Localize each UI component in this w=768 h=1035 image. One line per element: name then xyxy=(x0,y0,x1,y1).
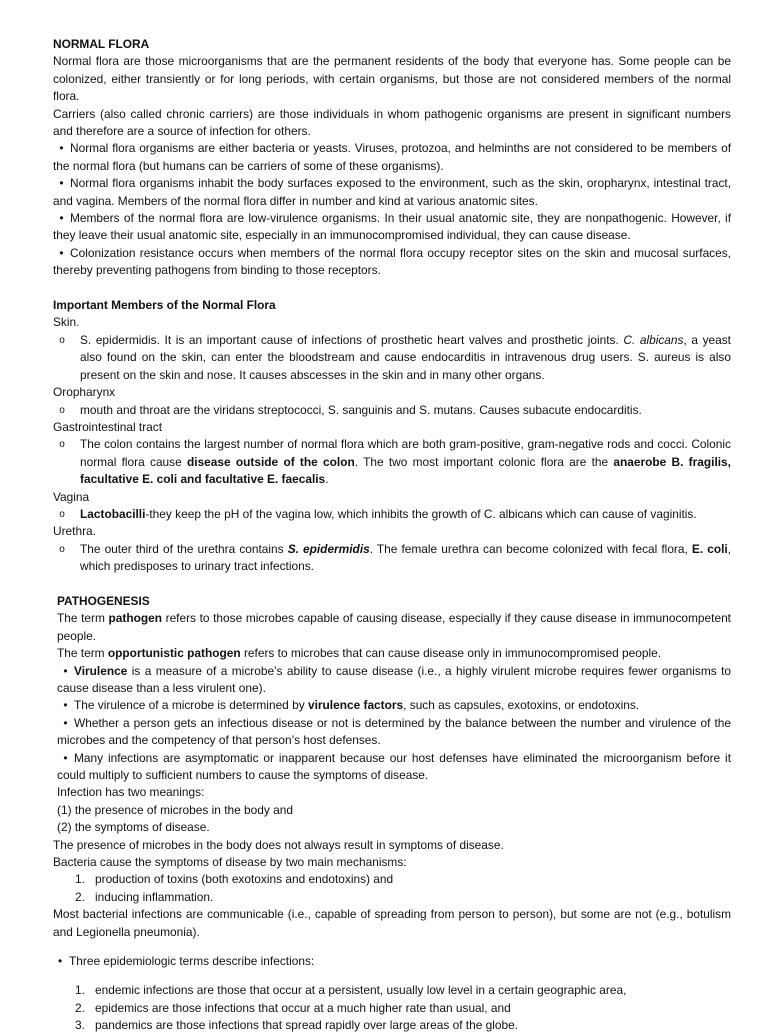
bullet-item: • The virulence of a microbe is determined by virulence factors, such as capsules, exotoxins, or endotoxins. xyxy=(63,698,640,713)
urethra-list xyxy=(53,541,731,576)
carriers-paragraph: Carriers (also called chronic carriers) are those individuals in whom pathogenic organisms are present in significant numbers and therefore are a source of infection for others. xyxy=(53,106,731,139)
list-item: o mouth and throat are the viridans streptococci, S. sanguinis and S. mutans. Causes subacute endocarditis. xyxy=(53,402,731,419)
mechanisms-list xyxy=(53,871,731,906)
gi-list xyxy=(53,436,731,488)
vagina-list xyxy=(53,506,731,523)
bullet-item: • Three epidemiologic terms describe infections: xyxy=(58,953,315,968)
normal-flora-heading: NORMAL FLORA xyxy=(53,37,150,51)
list-item: o The colon contains the largest number of normal flora which are both gram-positive, gram-negative rods and cocci. Colonic normal flora cause disease outside of the colon. The two most important colonic flora are the anaerobe B. fragilis, facultative E. coli and facultative E. faecalis. xyxy=(53,436,731,488)
pathogen-definition: The term pathogen refers to those microbes capable of causing disease, especially if they cause disease in immunocompetent people. xyxy=(57,611,731,643)
bullet-item: • Members of the normal flora are low-virulence organisms. In their usual anatomic site, they are nonpathogenic. However, if they leave their usual anatomic site, especially in an immunocompromised individual, they can cause disease. xyxy=(53,211,731,243)
bullet-item: • Colonization resistance occurs when members of the normal flora occupy receptor sites on the skin and mucosal surfaces, thereby preventing pathogens from binding to those receptors. xyxy=(53,245,731,278)
spacer xyxy=(53,280,731,297)
text-line: Bacteria cause the symptoms of disease by two main mechanisms: xyxy=(53,855,407,870)
important-members-heading: Important Members of the Normal Flora xyxy=(53,298,276,313)
skin-list xyxy=(53,332,731,384)
oropharynx-list xyxy=(53,402,731,419)
pathogenesis-heading: PATHOGENESIS xyxy=(57,593,150,608)
list-item: 1. production of toxins (both exotoxins and endotoxins) and xyxy=(75,872,394,887)
text-line: Infection has two meanings: xyxy=(57,785,205,800)
spacer xyxy=(53,576,731,593)
circle-bullet-icon: o xyxy=(59,334,65,346)
circle-bullet-icon: o xyxy=(59,404,65,416)
site-label-urethra: Urethra. xyxy=(53,524,96,539)
list-item: 2. epidemics are those infections that occur at a much higher rate than usual, and xyxy=(75,1000,511,1015)
text-line: Most bacterial infections are communicable (i.e., capable of spreading from person to person), but some are not (e.g., botulism and Legionella pneumonia). xyxy=(53,907,731,939)
site-label-skin: Skin. xyxy=(53,315,80,330)
text-line: (1) the presence of microbes in the body and xyxy=(57,802,293,817)
list-item: 1. endemic infections are those that occur at a persistent, usually low level in a certain geographic area, xyxy=(75,983,627,998)
epidemiologic-terms-list xyxy=(53,982,731,1034)
text-line: (2) the symptoms of disease. xyxy=(57,820,210,835)
pathogenesis-section xyxy=(53,593,731,837)
bullet-item: • Many infections are asymptomatic or inapparent because our host defenses have eliminated the microorganism before it could multiply to sufficient numbers to cause the symptoms of disease. xyxy=(57,750,731,783)
bullet-item: • Normal flora organisms are either bacteria or yeasts. Viruses, protozoa, and helminths are not considered to be members of the normal flora (but humans can be carriers of some of these organisms). xyxy=(53,141,731,173)
bullet-item: • Normal flora organisms inhabit the body surfaces exposed to the environment, such as the skin, oropharynx, intestinal tract, and vagina. Members of the normal flora differ in number and kind at various anatomic sites. xyxy=(53,176,731,208)
list-item: o The outer third of the urethra contains S. epidermidis. The female urethra can become colonized with fecal flora, E. coli, which predisposes to urinary tract infections. xyxy=(53,541,731,576)
circle-bullet-icon: o xyxy=(59,543,65,555)
site-label-gi: Gastrointestinal tract xyxy=(53,419,163,434)
circle-bullet-icon: o xyxy=(59,439,65,451)
list-item: 3. pandemics are those infections that spread rapidly over large areas of the globe. xyxy=(75,1018,519,1033)
opportunistic-definition: The term opportunistic pathogen refers to microbes that can cause disease only in immunocompromised people. xyxy=(57,646,661,661)
text-line: The presence of microbes in the body does not always result in symptoms of disease. xyxy=(53,837,504,852)
list-item: o Lactobacilli-they keep the pH of the vagina low, which inhibits the growth of C. albicans which can cause of vaginitis. xyxy=(53,506,731,523)
site-label-oropharynx: Oropharynx xyxy=(53,385,116,400)
list-item: 2. inducing inflammation. xyxy=(75,889,214,904)
site-label-vagina: Vagina xyxy=(53,489,90,504)
circle-bullet-icon: o xyxy=(59,508,65,520)
document-page xyxy=(53,36,731,1035)
normal-flora-paragraph: Normal flora are those microorganisms that are the permanent residents of the body that everyone has. Some people can be colonized, either transiently or for long periods, with certain organisms, but those are not considered members of the normal flora. xyxy=(53,54,731,104)
bullet-item: • Virulence is a measure of a microbe’s ability to cause disease (i.e., a highly virulent microbe requires fewer organisms to cause disease than a less virulent one). xyxy=(57,663,731,695)
list-item: o S. epidermidis. It is an important cause of infections of prosthetic heart valves and prosthetic joints. C. albicans, a yeast also found on the skin, can enter the bloodstream and cause endocarditis in intravenous drug users. S. aureus is also present on the skin and nose. It causes abscesses in the skin and in many other organs. xyxy=(53,332,731,384)
bullet-item: • Whether a person gets an infectious disease or not is determined by the balance between the number and virulence of the microbes and the competency of that person’s host defenses. xyxy=(57,715,731,748)
